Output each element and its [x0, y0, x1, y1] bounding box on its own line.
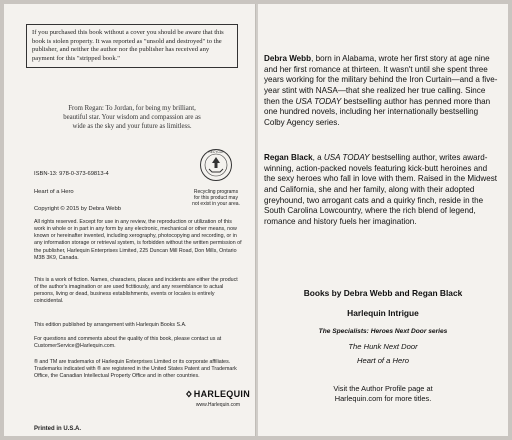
visit-line: Harlequin.com for more titles.: [334, 393, 432, 403]
publisher-logo-text: HARLEQUIN: [193, 389, 250, 399]
bio-text: bestselling author, writes award-winning, action-packed novels featuring kick-butt heroines and the sexy heroes who fall in love with them. Raised in the Midwest and California, she and her family, along with their adopted greyhound, two arrogant cats and a quirky finch, reside in the South Carolina Lowcountry, where the rich blend of legend, romance and history fuels her imagination.: [264, 153, 498, 227]
dedication-line: wide as the sky and your future as limitless.: [72, 123, 192, 131]
book-title: Heart of a Hero: [34, 189, 74, 195]
printed-in: Printed in U.S.A.: [34, 426, 82, 432]
edition-paragraph: This edition published by arrangement with Harlequin Books S.A.: [34, 322, 187, 328]
book-list-item: Heart of a Hero: [357, 356, 409, 365]
author-name: Debra Webb: [264, 54, 312, 63]
bio-italic: USA TODAY: [323, 153, 370, 162]
publisher-logo: [186, 388, 250, 400]
isbn: ISBN-13: 978-0-373-69813-4: [34, 171, 109, 177]
rights-paragraph: All rights reserved. Except for use in any review, the reproduction or utilization of this work in whole or in part in any form by any electronic, mechanical or other means, now known or hereinafter invented, including xerography, photocopying and recording, or in any information storage or retrieval system, is forbidden without the written permission of the publisher, Harlequin Enterprises Limited, 225 Duncan Mill Road, Don Mills, Ontario M3B 3K9, Canada.: [34, 219, 242, 261]
dedication-line: beautiful star. Your wisdom and compassion are as: [63, 114, 201, 122]
recycle-caption: [184, 189, 248, 207]
bio-italic: USA TODAY: [295, 96, 342, 106]
recycle-badge: [184, 148, 248, 207]
recycle-badge-label: RECYCLE: [208, 150, 224, 155]
recycle-icon: [199, 148, 233, 182]
stripped-book-notice: If you purchased this book without a cover you should be aware that this book is stolen property. It was reported as "unsold and destroyed" to the publisher, and neither the author nor the publisher has received any payment for this "stripped book.": [26, 24, 238, 68]
author-profile-note: [258, 384, 508, 404]
bio-text: bestselling author has penned more than one hundred novels, including her internationally bestselling Colby Agency series.: [264, 96, 491, 128]
visit-line: Visit the Author Profile page at: [333, 384, 433, 393]
bio-text: , born in Alabama, wrote her first story at age nine and her first romance at thirteen. It wasn't until she spent three years working for the military behind the Iron Curtain—and a five-year stint with NASA—that she realized her true calling. Since then the: [264, 54, 498, 106]
dedication-line: From Regan: To Jordan, for being my brilliant,: [68, 105, 196, 112]
author-bio-black: [264, 153, 500, 228]
recycle-caption-line: not exist in your area.: [192, 201, 240, 207]
recycle-caption-line: Recycling programs: [193, 189, 239, 195]
publisher-url: www.Harlequin.com: [195, 402, 241, 408]
copyright-line: Copyright © 2015 by Debra Webb: [34, 206, 121, 212]
series-title: The Specialists: Heroes Next Door series: [318, 328, 448, 335]
books-heading: Books by Debra Webb and Regan Black: [303, 288, 463, 298]
about-authors-page: [258, 4, 508, 436]
author-name: Regan Black: [264, 153, 313, 162]
trademark-paragraph: ® and TM are trademarks of Harlequin Enterprises Limited or its corporate affiliates. Trademarks indicated with ® are registered in the United States Patent and Trademark Office, the Canadian Intellectual Property Office and in other countries.: [34, 359, 237, 380]
publisher-brand: [186, 388, 250, 408]
recycle-caption-line: for this product may: [194, 195, 238, 201]
book-list-item: The Hunk Next Door: [348, 342, 418, 351]
imprint-heading: Harlequin Intrigue: [347, 308, 419, 318]
fiction-paragraph: This is a work of fiction. Names, characters, places and incidents are either the product of the author's imagination or are used fictitiously, and any resemblance to actual persons, living or dead, business establishments, events or locales is entirely coincidental.: [34, 277, 238, 305]
copyright-page: [4, 4, 256, 436]
bio-text: , a: [312, 153, 324, 162]
questions-paragraph: For questions and comments about the quality of this book, please contact us at CustomerService@Harlequin.com.: [34, 336, 222, 350]
author-bio-webb: [264, 54, 500, 129]
harlequin-diamond-icon: [186, 388, 192, 400]
dedication: [26, 104, 238, 132]
